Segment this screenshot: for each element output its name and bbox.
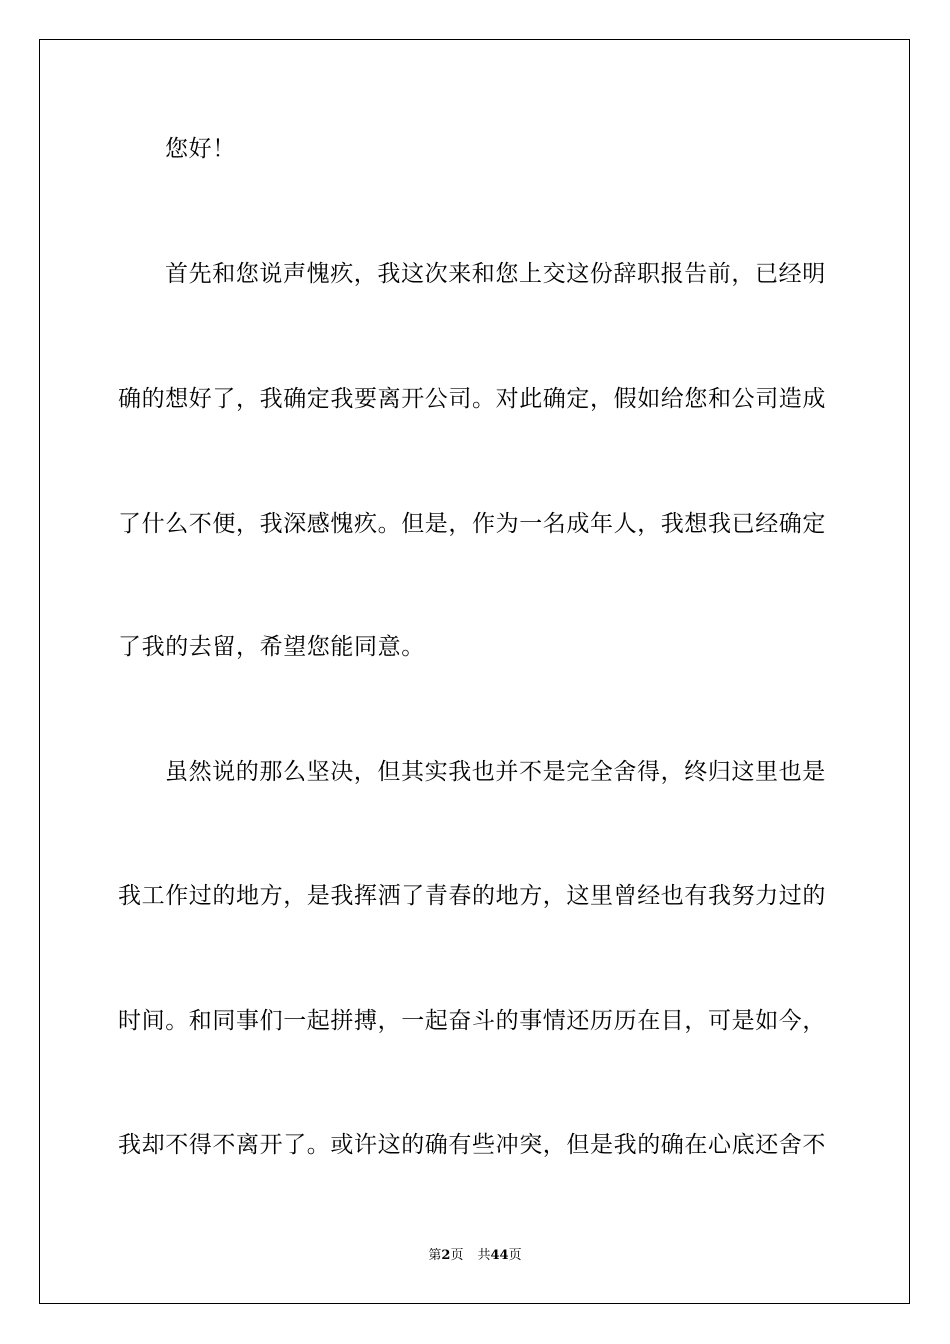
page-prefix: 第	[428, 1248, 442, 1263]
body-text-line: 我工作过的地方，是我挥洒了青春的地方，这里曾经也有我努力过的	[118, 883, 826, 909]
total-prefix: 共	[477, 1248, 491, 1263]
body-text-line: 首先和您说声愧疚，我这次来和您上交这份辞职报告前，已经明	[165, 261, 826, 287]
body-text-line: 了我的去留，希望您能同意。	[118, 634, 425, 660]
page-footer	[0, 1248, 950, 1264]
body-text-line: 确的想好了，我确定我要离开公司。对此确定，假如给您和公司造成	[118, 386, 826, 412]
page-suffix: 页	[450, 1248, 464, 1263]
total-suffix: 页	[508, 1248, 522, 1263]
greeting-line: 您好！	[165, 136, 236, 162]
total-page-count: 44	[490, 1248, 509, 1263]
current-page-number: 2	[441, 1248, 451, 1263]
page-border	[39, 39, 910, 1304]
body-text-line: 虽然说的那么坚决，但其实我也并不是完全舍得，终归这里也是	[165, 759, 826, 785]
body-text-line: 时间。和同事们一起拼搏，一起奋斗的事情还历历在目，可是如今，	[118, 1008, 826, 1034]
body-text-line: 了什么不便，我深感愧疚。但是，作为一名成年人，我想我已经确定	[118, 511, 826, 537]
body-text-line: 我却不得不离开了。或许这的确有些冲突，但是我的确在心底还舍不	[118, 1132, 826, 1158]
